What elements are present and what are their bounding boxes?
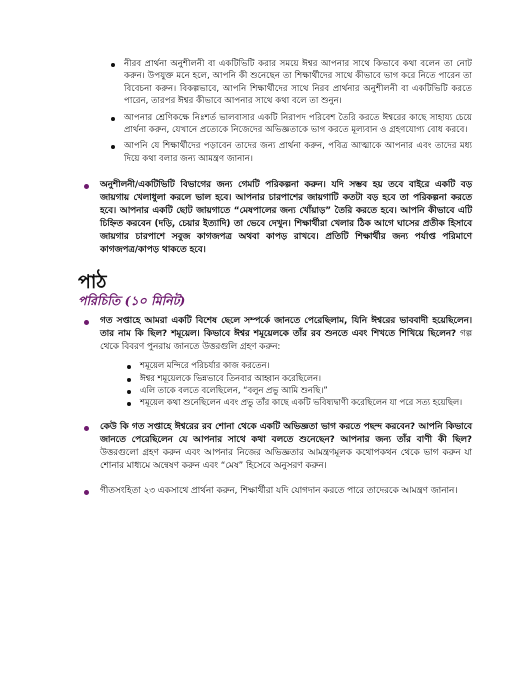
list-item: ঈশ্বর শমূয়েলকে ভিন্নভাবে তিনবার আহ্বান করেছিলেন। <box>140 373 472 384</box>
intro-question-1-rest: গল্প থেকে বিবরণ পুনরায় জানতে উত্তরগুলি গ্রহণ করুন: <box>100 329 473 353</box>
list-item: আপনি যে শিক্ষার্থীদের পড়াবেন তাদের জন্য প্রার্থনা করুন, পবিত্র আত্মাকে আপনার এবং তাদের মধ্য দিয়ে কথা বলার জন্য আমন্ত্রণ জানান। <box>124 141 472 164</box>
answer-list <box>100 360 472 409</box>
activity-note: অনুশীলনী/একটিভিটি বিভাগের জন্য গেমটি পরিকল্পনা করুন। যদি সম্ভব হয় তবে বাইরে একটি বড় জায়গায় খেলাধুলা করলে ভাল হবে। আপনার চারপাশের জায়গাটি কতটা বড় হবে তা পরিকল্পনা করতে হবে। আপনার একটি ছোট জায়গাতে “মেষপালের জন্য খোঁয়াড়” তৈরি করতে হবে। আপনি কীভাবে এটি চিহ্নিত করবেন (দড়ি, চেয়ার ইত্যাদি) তা ভেবে দেখুন। শিক্ষার্থীরা খেলার ঠিক আগে ঘাসের প্রতীক হিসাবে জায়গার চারপাশে সবুজ কাগজপত্র অথবা কাপড় রাখবে। প্রতিটি শিক্ষার্থীর জন্য পর্যাপ্ত পরিমাণে কাগজপত্র/কাপড় থাকতে হবে। <box>100 180 472 256</box>
hymn-note: গীতসংহিতা ২৩ একসাথে প্রার্থনা করুন, শিক্ষার্থীরা যদি যোগদান করতে পারে তাদেরকে আমন্ত্রণ জানান। <box>100 485 472 498</box>
intro-list <box>78 315 472 498</box>
intro-question-2-rest: উত্তরগুলো গ্রহণ করুন এবং আপনার নিজের অভিজ্ঞতার আমন্ত্রণমূলক কথোপকথন থেকে ভাগ করুন যা শোনার মাধ্যমে অন্বেষণ করুন এবং “মেষ” হিসেবে অনুসরণ করুন। <box>100 447 472 471</box>
list-item: শমূয়েল কথা শুনেছিলেন এবং প্রভু তাঁর কাছে একটি ভবিষ্যদ্বাণী করেছিলেন যা পরে সত্য হয়েছিল। <box>140 397 472 408</box>
list-item: আপনার শ্রেণিকক্ষে নিঃশর্ত ভালবাসার একটি নিরাপদ পরিবেশ তৈরি করতে ঈশ্বরের কাছে সাহায্য চেয়ে প্রার্থনা করুন, যেখানে প্রত্যেকে নিজেদের অভিজ্ঞতাকে ভাগ করতে মূল্যবান ও গ্রহণযোগ্য বোধ করবে। <box>124 112 472 136</box>
intro-question-1-bold: গত সপ্তাহে আমরা একটি বিশেষ ছেলে সম্পর্কে জানতে পেরেছিলাম, যিনি ঈশ্বরের ভাববাদী হয়েছিলেন। তার নাম কি ছিল? শমূয়েল। কিভাবে ঈশ্বর শমূয়েলকে তাঁর রব শুনতে এবং শিখতে শিখিয়ে ছিলেন? <box>100 316 472 340</box>
list-item: এলি তাকে বলতে বলেছিলেন, “বলুন প্রভু আমি শুনছি।” <box>140 385 472 396</box>
prep-main-list <box>78 179 472 257</box>
prep-sub-list <box>78 58 472 165</box>
list-item: নীরব প্রার্থনা অনুশীলনী বা একটিভিটি করার সময়ে ঈশ্বর আপনার সাথে কিভাবে কথা বলেন তা নোট করুন। উপযুক্ত মনে হলে, আপনি কী শুনেছেন তা শিক্ষার্থীদের সাথে কীভাবে ভাগ করে নিতে পারেন তা বিবেচনা করুন। বিকল্পভাবে, আপনি শিক্ষার্থীদের সাথে নিরব প্রার্থনার অনুশীলনী বা একটিভিটি করতে পারেন, তারপর ঈশ্বর কীভাবে আপনার সাথে কথা বলে তা শুনুন। <box>124 59 472 107</box>
intro-question-1 <box>100 315 472 409</box>
list-item: শমূয়েল মন্দিরে পরিচর্যার কাজ করতেন। <box>140 360 472 371</box>
lesson-heading: পাঠ <box>78 271 107 294</box>
intro-question-2-bold: কেউ কি গত সপ্তাহে ঈশ্বরের রব শোনা থেকে একটি অভিজ্ঞতা ভাগ করতে পছন্দ করবেন? আপনি কিভাবে জানতে পেরেছিলেন যে আপনার সাথে কথা বলতে শুনেছেন? আপনার জন্য তাঁর বাণী কী ছিল? <box>100 421 472 445</box>
intro-question-2 <box>100 421 472 473</box>
intro-heading: পরিচিতি (১০ মিনিট) <box>78 293 186 309</box>
